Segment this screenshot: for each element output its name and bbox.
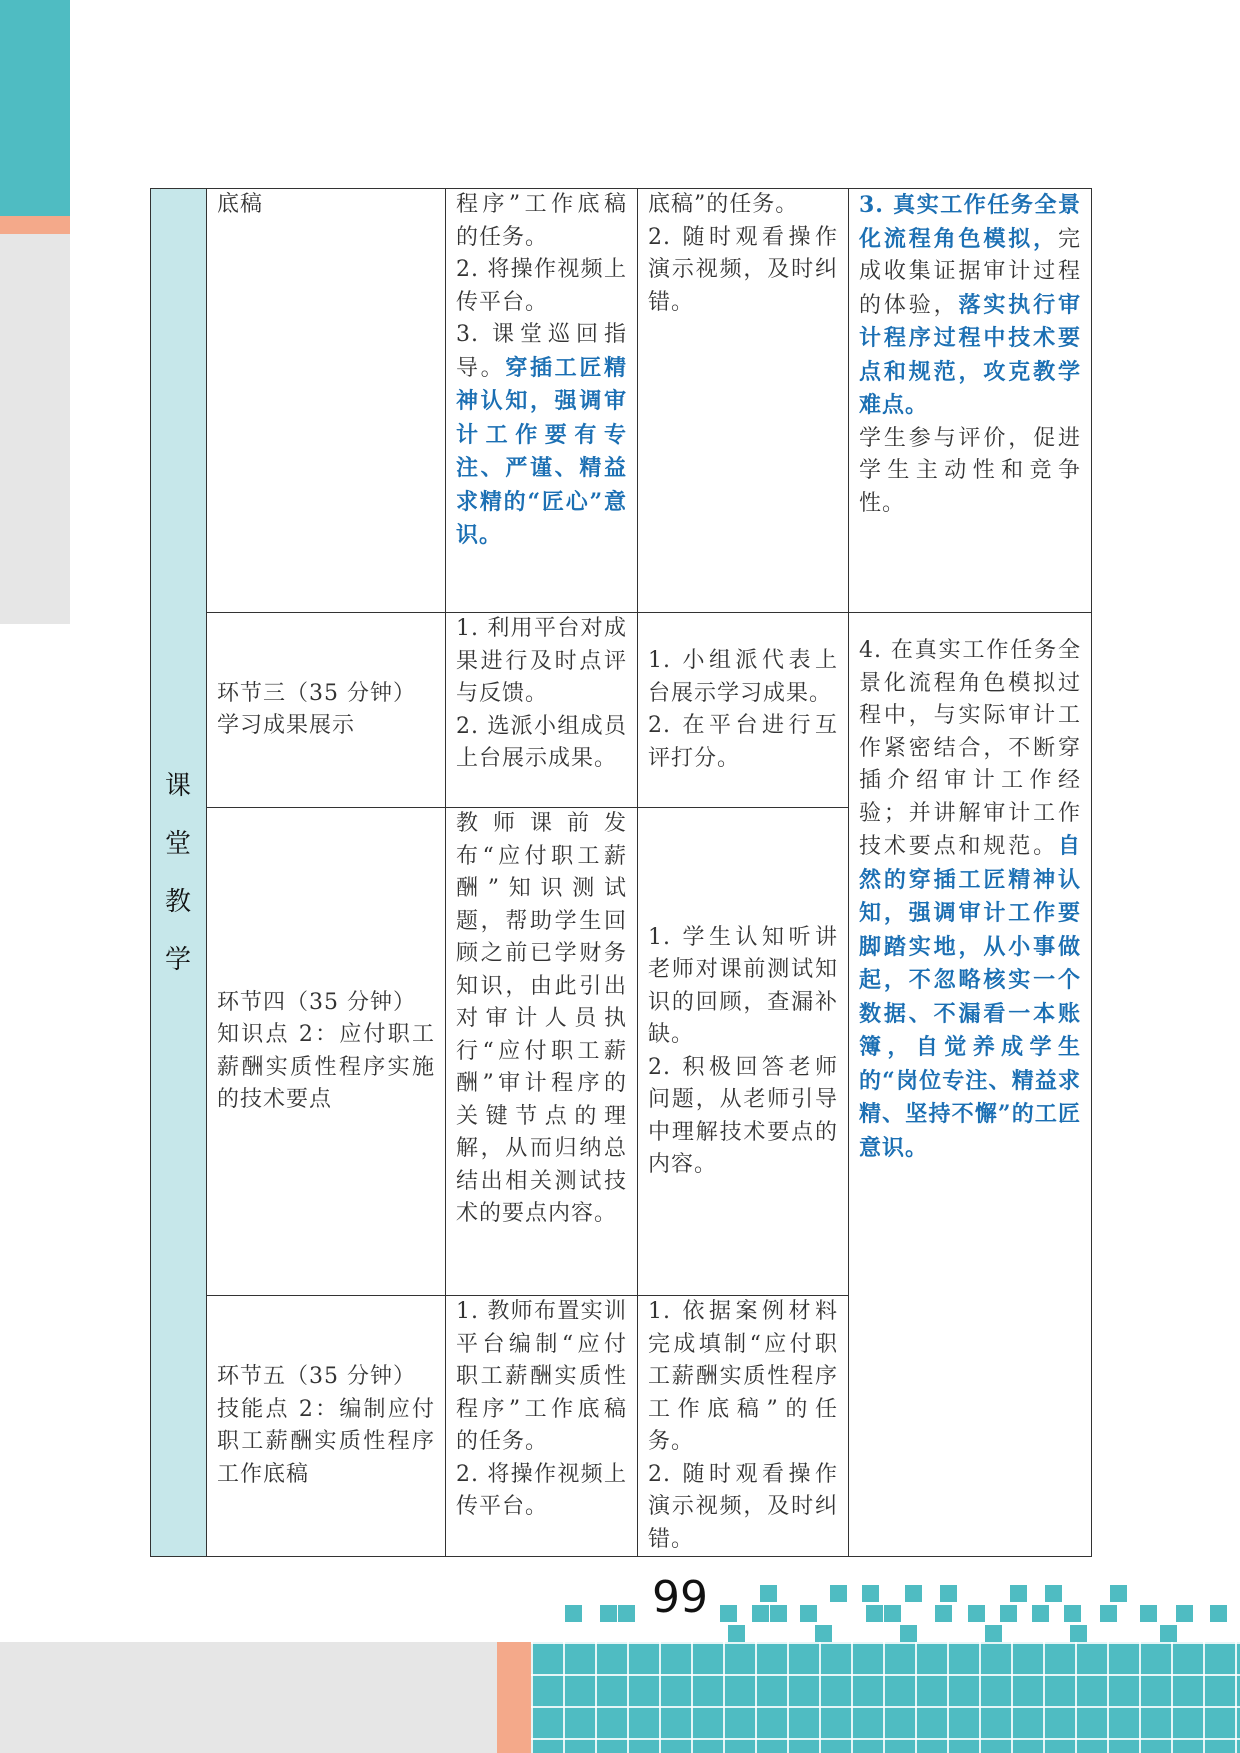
design-emphasis: 3. 真实工作任务全景化流程角色模拟， <box>859 192 1081 252</box>
pixel-square <box>1000 1605 1017 1622</box>
design-intent-cell-top <box>849 189 1092 613</box>
student-text: 2. 积极回答老师问题，从老师引导中理解技术要点的内容。 <box>648 1054 838 1177</box>
stage-text: 环节四（35 分钟） <box>217 989 416 1015</box>
pixel-square <box>600 1605 617 1622</box>
design-emphasis: 落实执行审计程序过程中技术要点和规范，攻克教学难点。 <box>859 291 1081 418</box>
pixel-square <box>1064 1605 1081 1622</box>
pixel-square <box>862 1585 879 1602</box>
teacher-text-emphasis: 穿插工匠精神认知，强调审计工作要有专注、严谨、精益求精的“匠心”意识。 <box>456 354 627 548</box>
side-label-text <box>151 757 206 989</box>
student-text: 2. 随时观看操作演示视频，及时纠错。 <box>648 1461 838 1552</box>
pixel-square <box>935 1605 952 1622</box>
design-text <box>859 189 1081 423</box>
teacher-text: 1. 利用平台对成果进行及时点评与反馈。 <box>456 616 627 706</box>
stage-text: 知识点 2：应付职工薪酬实质性程序实施的技术要点 <box>217 1022 435 1112</box>
side-label-char: 堂 <box>164 828 192 859</box>
pixel-square <box>1045 1585 1062 1602</box>
pixel-square <box>1160 1625 1177 1642</box>
stage-text: 学习成果展示 <box>217 713 356 738</box>
footer-gray-band <box>0 1642 500 1753</box>
stage-cell <box>207 189 446 613</box>
pixel-square <box>866 1605 883 1622</box>
design-intent-cell-bottom <box>849 613 1092 1557</box>
pixel-square <box>1140 1605 1157 1622</box>
student-cell <box>638 189 849 613</box>
teacher-cell <box>446 1296 638 1557</box>
teacher-text: 教师课前发布“应付职工薪酬”知识测试题，帮助学生回顾之前已学财务知识，由此引出对审计人员执行“应付职工薪酬”审计程序的关键节点的理解，从而归纳总结出相关测试技术的要点内容。 <box>456 811 627 1226</box>
teacher-cell <box>446 613 638 808</box>
side-label-char: 学 <box>164 944 192 975</box>
student-text: 1. 学生认知听讲老师对课前测试知识的回顾，查漏补缺。 <box>648 924 838 1047</box>
pixel-square <box>728 1625 745 1642</box>
pixel-square <box>815 1625 832 1642</box>
stage-text: 底稿 <box>217 192 264 217</box>
design-plain: 完成收集证据审计过程的体验， <box>859 226 1081 318</box>
teacher-text: 2. 将操作视频上传平台。 <box>456 257 627 315</box>
teacher-text-plain: 3. 课堂巡回指导。 <box>456 322 627 381</box>
pixel-square <box>900 1625 917 1642</box>
design-text <box>859 635 1081 1165</box>
student-text: 2. 在平台进行互评打分。 <box>648 713 838 771</box>
stage-cell <box>207 1296 446 1557</box>
pixel-square <box>800 1605 817 1622</box>
page-number: 99 <box>652 1572 708 1623</box>
pixel-square <box>830 1585 847 1602</box>
student-text: 1. 依据案例材料完成填制“应付职工薪酬实质性程序工作底稿”的任务。 <box>648 1299 838 1454</box>
pixel-square <box>1070 1625 1087 1642</box>
pixel-square <box>1210 1605 1227 1622</box>
stage-text: 环节三（35 分钟） <box>217 680 416 706</box>
design-emphasis: 自然的穿插工匠精神认知，强调审计工作要脚踏实地，从小事做起，不忽略核实一个数据、不漏看一本账簿，自觉养成学生的“岗位专注、精益求精、坚持不懈”的工匠意识。 <box>859 833 1081 1161</box>
pixel-square <box>968 1605 985 1622</box>
pixel-square <box>1176 1605 1193 1622</box>
pixel-square <box>1110 1585 1127 1602</box>
teacher-cell <box>446 808 638 1296</box>
student-cell <box>638 613 849 808</box>
student-text: 1. 小组派代表上台展示学习成果。 <box>648 648 838 706</box>
pixel-square <box>1010 1585 1027 1602</box>
side-label <box>151 189 207 1557</box>
student-cell <box>638 1296 849 1557</box>
pixel-square <box>720 1605 737 1622</box>
pixel-square <box>905 1585 922 1602</box>
student-cell <box>638 808 849 1296</box>
left-teal-band <box>0 0 70 216</box>
left-orange-band <box>0 216 70 234</box>
student-text: 2. 随时观看操作演示视频，及时纠错。 <box>648 224 838 315</box>
teacher-text <box>456 319 627 553</box>
teacher-text: 2. 选派小组成员上台展示成果。 <box>456 713 627 771</box>
pixel-square <box>985 1625 1002 1642</box>
pixel-square <box>1100 1605 1117 1622</box>
design-plain: 4. 在真实工作任务全景化流程角色模拟过程中，与实际审计工作紧密结合，不断穿插介绍审计工作经验；并讲解审计工作技术要点和规范。 <box>859 638 1081 859</box>
pixel-square <box>760 1585 777 1602</box>
design-text: 学生参与评价，促进学生主动性和竞争性。 <box>859 425 1081 516</box>
pixel-square <box>1032 1605 1049 1622</box>
footer-orange-band <box>497 1642 531 1753</box>
lesson-plan-table <box>150 188 1092 1557</box>
student-text: 底稿”的任务。 <box>648 192 799 217</box>
side-label-char: 课 <box>164 770 192 801</box>
stage-text: 环节五（35 分钟） <box>217 1364 416 1389</box>
pixel-square <box>752 1605 769 1622</box>
table-row <box>151 613 1092 808</box>
footer-grid-pattern <box>531 1642 1240 1753</box>
stage-cell <box>207 808 446 1296</box>
left-gray-band <box>0 234 70 624</box>
teacher-cell <box>446 189 638 613</box>
pixel-square <box>770 1605 787 1622</box>
pixel-square <box>884 1605 901 1622</box>
teacher-text: 2. 将操作视频上传平台。 <box>456 1461 627 1519</box>
table-row <box>151 189 1092 613</box>
teacher-text: 1. 教师布置实训平台编制“应付职工薪酬实质性程序”工作底稿的任务。 <box>456 1299 627 1454</box>
pixel-square <box>940 1585 957 1602</box>
side-label-char: 教 <box>164 886 192 917</box>
stage-cell <box>207 613 446 808</box>
teacher-text: 程序”工作底稿的任务。 <box>456 192 627 250</box>
pixel-square <box>565 1605 582 1622</box>
pixel-square <box>618 1605 635 1622</box>
stage-text: 技能点 2：编制应付职工薪酬实质性程序工作底稿 <box>217 1396 435 1487</box>
